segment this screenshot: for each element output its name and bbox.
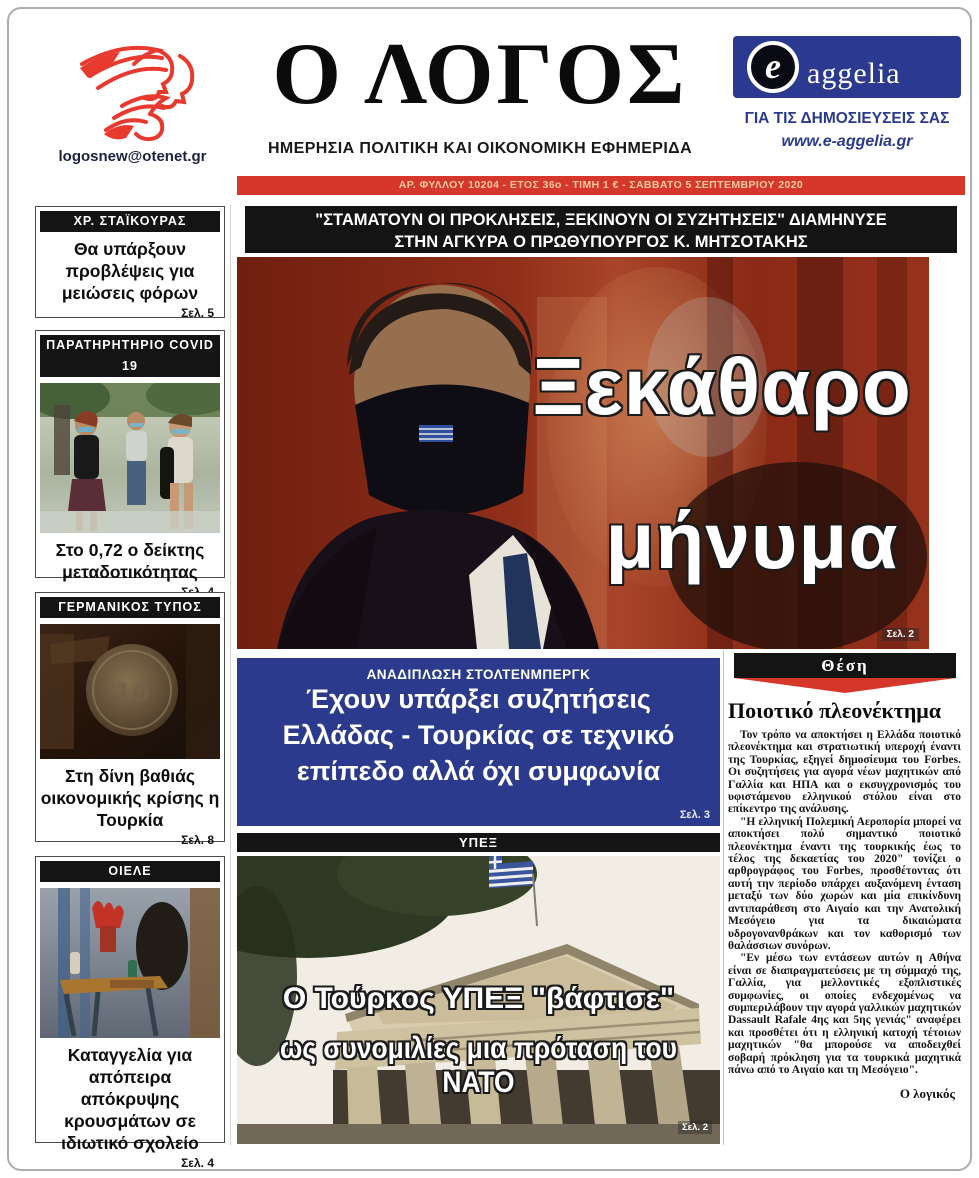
mitsotakis-photo bbox=[237, 257, 929, 649]
article-headline-line1: Έχουν υπάρξει συζητήσεις bbox=[306, 684, 651, 714]
teaser-headline: Καταγγελία για απόπειρα απόκρυψης κρουσμάτων σε ιδιωτικό σχολείο bbox=[61, 1045, 199, 1154]
ypex-headline-line1: Ο Τούρκος ΥΠΕΞ "βάφτισε" bbox=[282, 982, 675, 1015]
newspaper-logo-faces-icon bbox=[62, 34, 222, 144]
sidebar-teaser-staikouras bbox=[35, 206, 225, 321]
contact-email: logosnew@otenet.gr bbox=[58, 148, 207, 165]
sidebar-teaser-german-press bbox=[35, 592, 225, 848]
newspaper-subtitle: ΗΜΕΡΗΣΙΑ ΠΟΛΙΤΙΚΗ ΚΑΙ ΟΙΚΟΝΟΜΙΚΗ ΕΦΗΜΕΡΙΔΑ bbox=[267, 140, 693, 157]
column-divider bbox=[230, 205, 231, 1145]
lead-kicker-bar bbox=[245, 206, 957, 253]
eaggelia-ad-block bbox=[733, 36, 961, 151]
opinion-red-arrow-icon bbox=[734, 678, 956, 693]
issue-info-bar: ΑΡ. ΦΥΛΛΟΥ 10204 - ΕΤΟΣ 36ο - ΤΙΜΗ 1 € - ΣΑΒΒΑΤΟ 5 ΣΕΠΤΕΜΒΡΙΟΥ 2020 bbox=[237, 176, 965, 195]
opinion-paragraph: Τον τρόπο να αποκτήσει η Ελλάδα ποιοτικό πλεονέκτημα και στρατιωτική υπεροχή έναντι της Τουρκίας, εξηγεί δημοσίευμα του Forbes. Οι συζητήσεις για αγορά νέων μαχητικών από Γαλλία και ΗΠΑ και ο εκσυγχρονισμός του υφιστάμενου ελληνικού στόλου είναι στο επίκεντρο της ανάλυσης. bbox=[728, 729, 961, 816]
opinion-body bbox=[728, 729, 961, 1102]
section-label: ΠΑΡΑΤΗΡΗΤΗΡΙΟ COVID 19 bbox=[40, 335, 220, 377]
opinion-headline: Ποιοτικό πλεονέκτημα bbox=[728, 698, 942, 723]
section-label: ΧΡ. ΣΤΑΪΚΟΥΡΑΣ bbox=[40, 211, 220, 232]
page-ref: Σελ. 2 bbox=[882, 628, 919, 641]
ad-tagline: ΓΙΑ ΤΙΣ ΔΗΜΟΣΙΕΥΣΕΙΣ ΣΑΣ bbox=[744, 110, 950, 127]
page-ref: Σελ. 3 bbox=[679, 809, 710, 821]
opinion-label: Θέση bbox=[734, 653, 956, 678]
lead-headline-line1: Ξεκάθαρο bbox=[532, 342, 912, 431]
page-ref: Σελ. 8 bbox=[181, 833, 214, 848]
stoltenberg-article-box bbox=[237, 658, 720, 826]
covid-street-photo bbox=[40, 383, 220, 533]
teaser-headline: Στη δίνη βαθιάς οικονομικής κρίσης η Τουρκία bbox=[40, 766, 220, 831]
section-label: ΟΙΕΛΕ bbox=[40, 861, 220, 882]
sidebar-teaser-covid bbox=[35, 330, 225, 583]
ad-url: www.e-aggelia.gr bbox=[781, 133, 913, 150]
article-headline-line3: επίπεδο αλλά όχι συμφωνία bbox=[296, 755, 661, 786]
eaggelia-logo bbox=[733, 36, 961, 98]
svg-text:10: 10 bbox=[114, 679, 151, 709]
lead-headline-line2: μήνυμα bbox=[605, 496, 899, 585]
teaser-headline: Θα υπάρξουν προβλέψεις για μειώσεις φόρων bbox=[61, 239, 199, 304]
ypex-headline-line2: ως συνομιλίες μια πρόταση του ΝΑΤΟ bbox=[279, 1032, 678, 1099]
page-ref: Σελ. 5 bbox=[181, 306, 214, 321]
ypex-section-bar: ΥΠΕΞ bbox=[237, 833, 720, 852]
article-headline-line2: Ελλάδας - Τουρκίας σε τεχνικό bbox=[282, 719, 675, 750]
eaggelia-e-icon: e bbox=[747, 41, 799, 93]
eaggelia-wordmark: aggelia bbox=[807, 57, 901, 90]
section-label: ΓΕΡΜΑΝΙΚΟΣ ΤΥΠΟΣ bbox=[40, 597, 220, 618]
opinion-signature: Ο λογικός bbox=[899, 1086, 955, 1102]
lead-kicker-line2: ΣΤΗΝ ΑΓΚΥΡΑ Ο ΠΡΩΘΥΠΟΥΡΓΟΣ Κ. ΜΗΤΣΟΤΑΚΗΣ bbox=[394, 233, 808, 251]
article-kicker: ΑΝΑΔΙΠΛΩΣΗ ΣΤΟΛΤΕΝΜΠΕΡΓΚ bbox=[366, 667, 591, 682]
turkish-coin-photo bbox=[40, 624, 220, 759]
page-ref: Σελ. 2 bbox=[678, 1121, 712, 1134]
column-divider bbox=[723, 650, 724, 1145]
foreign-ministry-photo bbox=[237, 856, 720, 1144]
newspaper-title: Ο ΛΟΓΟΣ bbox=[272, 26, 688, 123]
opinion-paragraph: "Η ελληνική Πολεμική Αεροπορία μπορεί να αποκτήσει πολύ σημαντικό ποιοτικό πλεονέκτημα έναντι της τουρκικής έως το τέλος της δεκαετίας του 2020" τονίζει ο αρθρογράφος του Forbes, προσθέτοντας ότι αυτή την περίοδο υπάρχει αυξανόμενη ένταση μεταξύ των δύο χωρών και μία επικίνδυνη αντιπαράθεση στο Αιγαίο και την Ανατολική Μεσόγειο για τα δικαιώματα υδρογονανθράκων και τον καθορισμό των θαλάσσιων συνόρων. bbox=[728, 815, 961, 952]
page-ref: Σελ. 4 bbox=[181, 1156, 214, 1171]
opinion-paragraph: "Εν μέσω των εντάσεων αυτών η Αθήνα είναι σε διαπραγματεύσεις με τη σύμμαχό της, Γαλλία, για μελλοντικές εξοπλιστικές συμφωνίες, οι οποίες ενδεχομένως να συμπεριλάβουν την αγορά γαλλικών μαχητικών Dassault Rafale 4ης και 5ης γενιάς" αναφέρει και προσθέτει ότι η ελληνική κατοχή τέτοιων μαχητικών "θα μπορούσε να αποδειχθεί σοβαρή πρόκληση για τα τουρκικά μαχητικά πάνω από το Αιγαίο και τη Μεσόγειο". bbox=[728, 952, 961, 1076]
school-classroom-photo bbox=[40, 888, 220, 1038]
lead-kicker-line1: "ΣΤΑΜΑΤΟΥΝ ΟΙ ΠΡΟΚΛΗΣΕΙΣ, ΞΕΚΙΝΟΥΝ ΟΙ ΣΥΖΗΤΗΣΕΙΣ" ΔΙΑΜΗΝΥΣΕ bbox=[315, 211, 887, 229]
sidebar-teaser-oiele bbox=[35, 856, 225, 1171]
teaser-headline: Στο 0,72 ο δείκτης μεταδοτικότητας bbox=[55, 540, 205, 583]
